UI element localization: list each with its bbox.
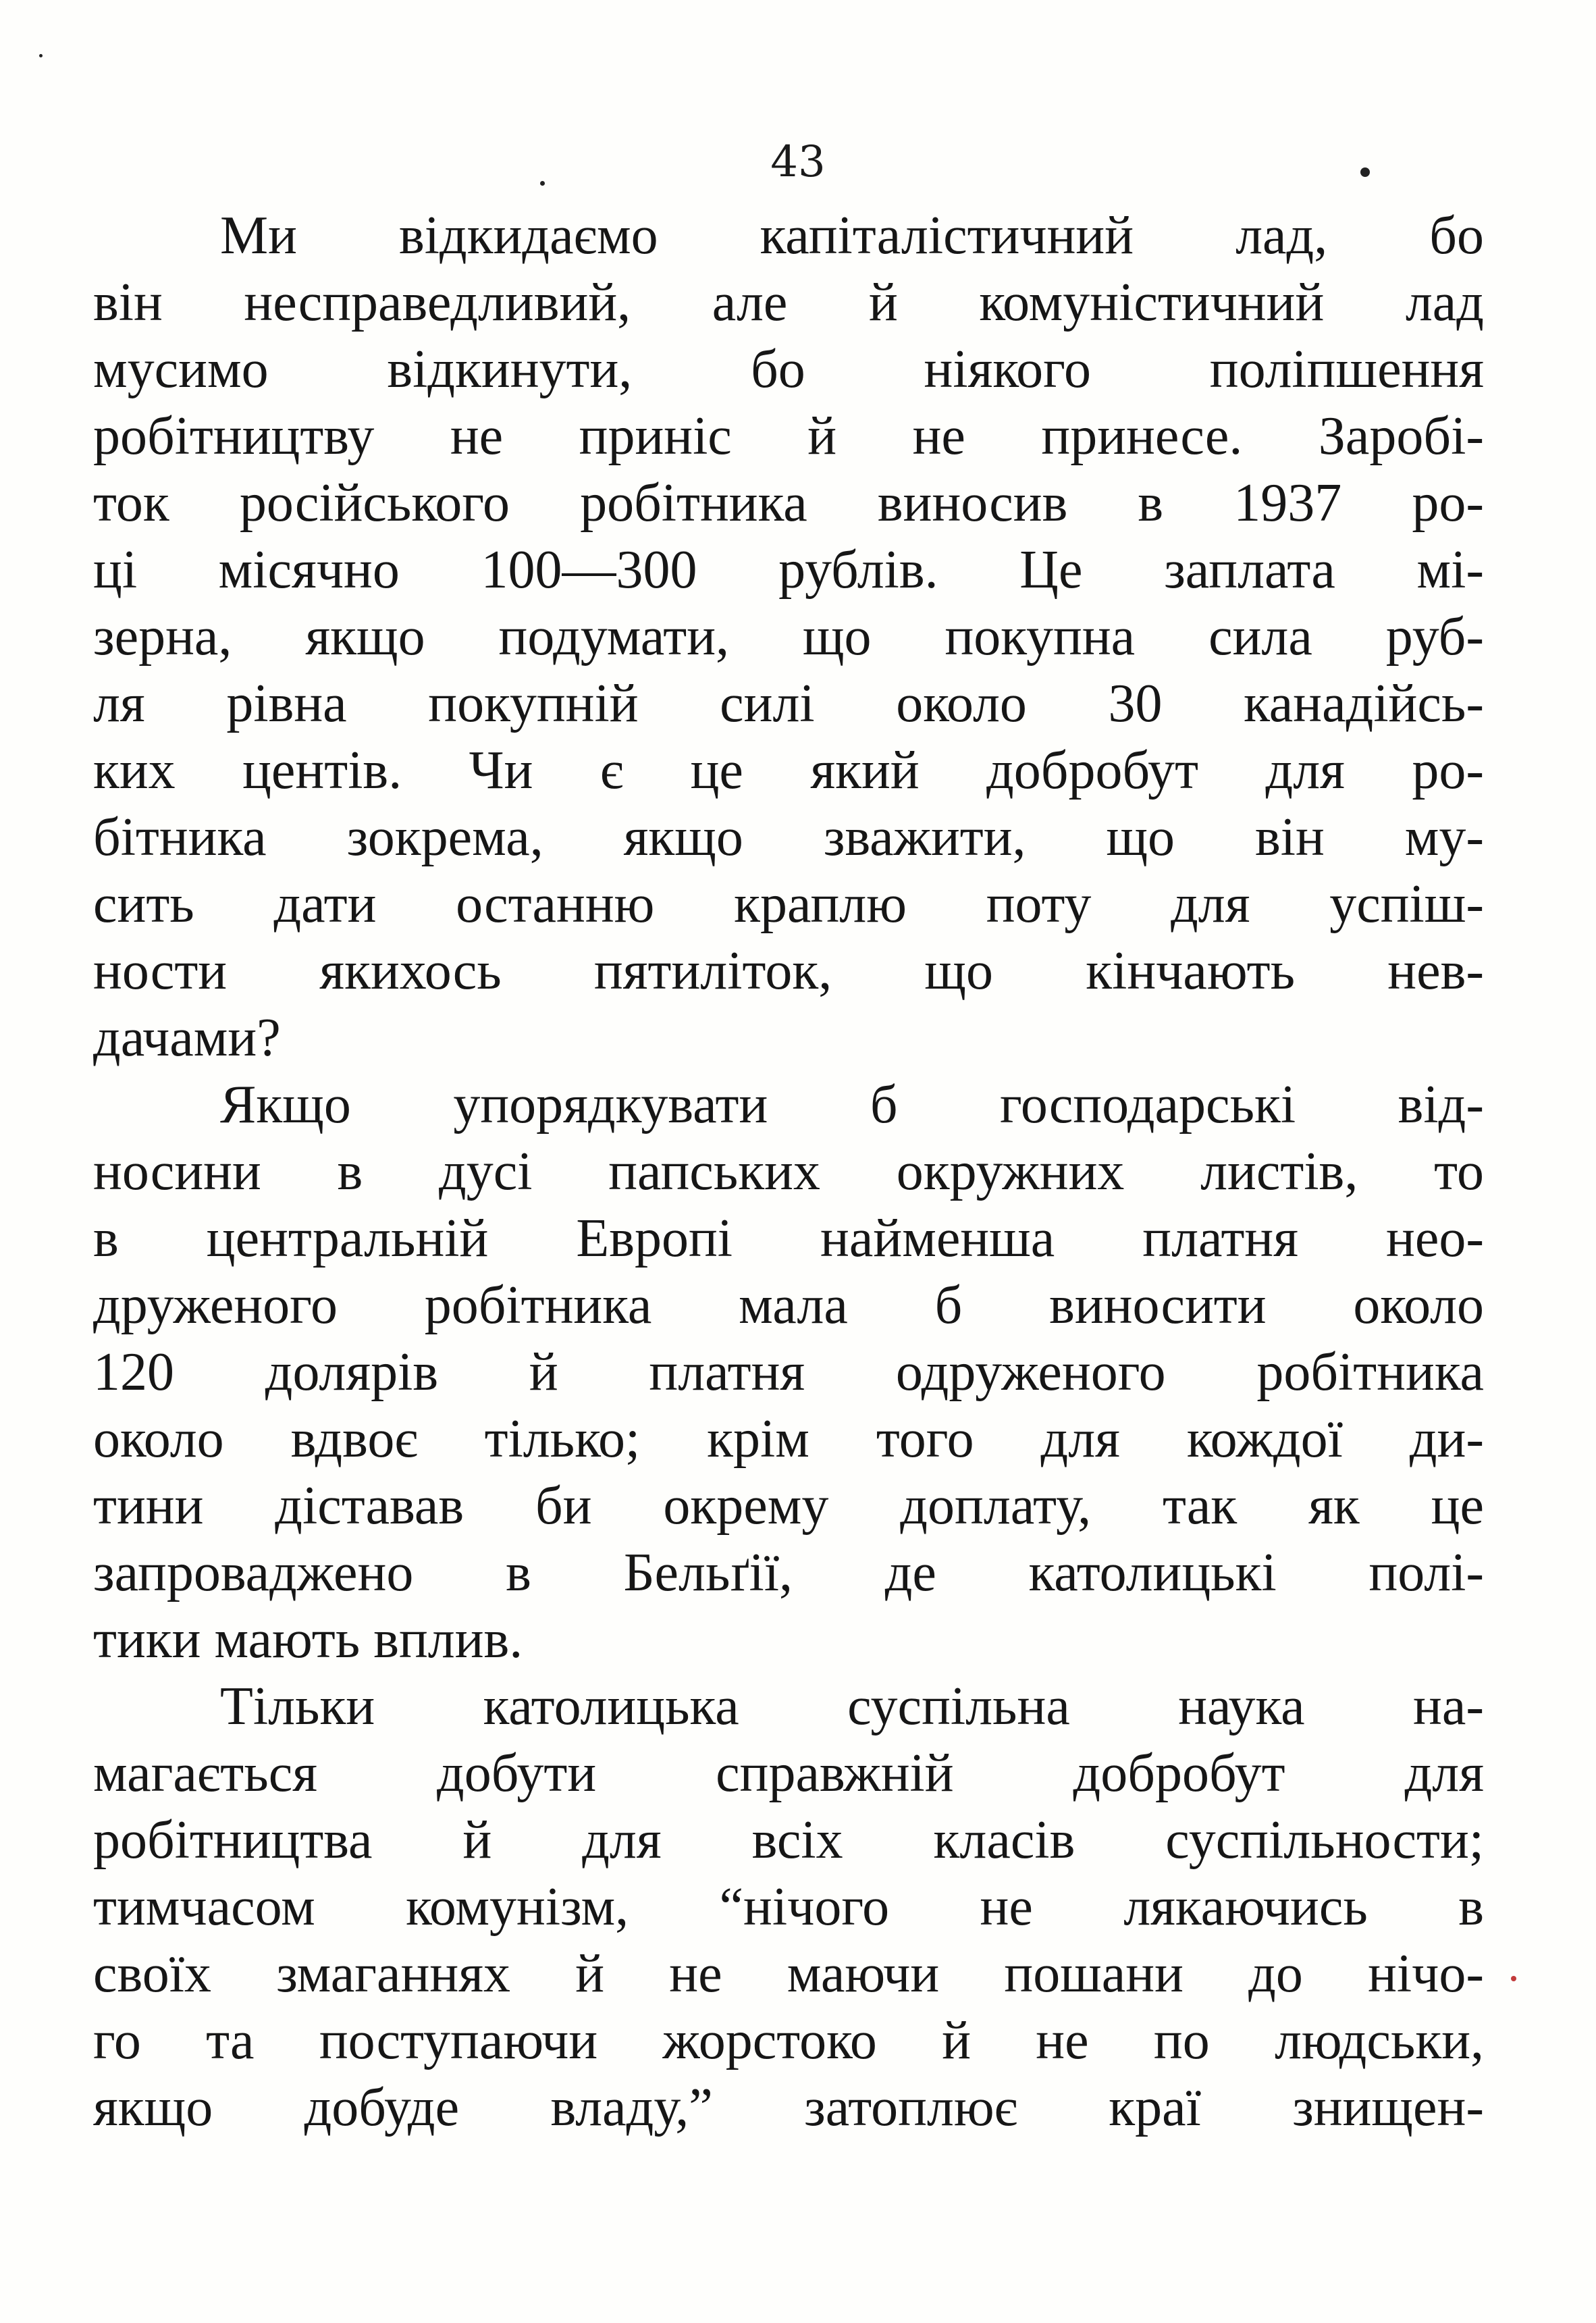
text-line: го та поступаючи жорстоко й не по людськи, [93,2011,1484,2070]
print-speck [540,181,545,186]
text-line: магається добути справжній добробут для [93,1744,1484,1803]
text-line: бітника зокрема, якщо зважити, що він му- [93,808,1484,867]
body-text [93,203,1484,2141]
text-line: якщо добуде владу,” затоплює краї знищен- [93,2078,1484,2137]
text-line: тини діставав би окрему доплату, так як це [93,1476,1484,1536]
text-line: робітництву не приніс й не принесе. Заробі- [93,407,1484,466]
text-line: сить дати останню краплю поту для успіш- [93,875,1484,934]
text-line: робітництва й для всіх класів суспільности; [93,1810,1484,1870]
text-line: носини в дусі папських окружних листів, то [93,1142,1484,1201]
text-line: в центральній Европі найменша платня нео- [93,1209,1484,1268]
text-line: Якщо упорядкувати б господарські від- [220,1075,1484,1134]
page-number: 43 [770,137,826,187]
text-line: він несправедливий, але й комуністичний лад [93,273,1484,332]
text-line: зерна, якщо подумати, що покупна сила руб- [93,607,1484,667]
print-speck [1360,167,1370,177]
text-line: друженого робітника мала б виносити около [93,1276,1484,1335]
text-line: своїх змаганнях й не маючи пошани до нічо- [93,1944,1484,2004]
text-line: мусимо відкинути, бо ніякого поліпшення [93,340,1484,399]
text-line: тики мають вплив. [93,1610,523,1669]
text-line: дачами? [93,1008,281,1068]
text-line: запроваджено в Бельґії, де католицькі полі- [93,1543,1484,1602]
text-line: ток російського робітника виносив в 1937 ро- [93,473,1484,533]
text-line: Ми відкидаємо капіталістичний лад, бо [220,206,1484,265]
text-line: ля рівна покупній силі около 30 канадійсь- [93,674,1484,733]
print-speck [39,54,43,57]
text-line: Тільки католицька суспільна наука на- [220,1677,1484,1736]
text-line: ких центів. Чи є це який добробут для ро- [93,741,1484,800]
text-line: тимчасом комунізм, “нічого не лякаючись в [93,1877,1484,1937]
text-line: ности якихось пятиліток, що кінчають нев- [93,941,1484,1001]
text-line: около вдвоє тілько; крім того для кождої ди- [93,1409,1484,1469]
text-line: 120 долярів й платня одруженого робітника [93,1342,1484,1402]
text-line: ці місячно 100—300 рублів. Це заплата мі- [93,540,1484,600]
print-speck [1511,1976,1516,1981]
